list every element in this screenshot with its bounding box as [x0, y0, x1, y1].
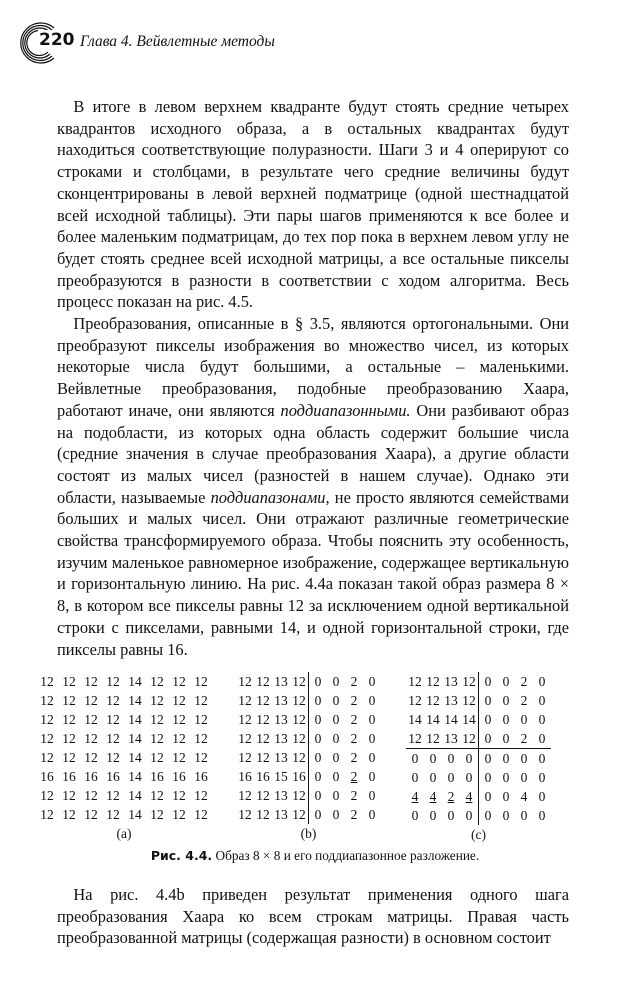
matrix-cell: 2 [350, 807, 358, 822]
matrix-cell: 4 [460, 787, 479, 806]
matrix-cell: 0 [484, 808, 492, 823]
matrix-cell: 0 [332, 750, 340, 765]
matrix-row [236, 748, 381, 767]
matrix-cell: 0 [314, 807, 322, 822]
matrix-cell: 12 [62, 788, 76, 803]
matrix-cell: 13 [274, 788, 288, 803]
matrix-cell: 0 [368, 693, 376, 708]
matrix-cell: 0 [484, 770, 492, 785]
matrix-cell: 12 [40, 750, 54, 765]
matrix-cell: 12 [194, 750, 208, 765]
matrix-cell: 12 [290, 729, 309, 748]
matrix-cell: 12 [290, 748, 309, 767]
matrix-cell: 12 [106, 712, 120, 727]
matrix-cell: 0 [411, 770, 419, 785]
matrix-cell: 12 [172, 712, 186, 727]
matrix-cell: 16 [40, 769, 54, 784]
matrix-cell: 12 [172, 693, 186, 708]
matrix-cell: 2 [447, 789, 455, 804]
matrix-cell: 0 [332, 807, 340, 822]
matrix-cell: 12 [150, 731, 164, 746]
matrix-cell: 0 [314, 769, 322, 784]
matrix-row [236, 767, 381, 786]
page-number: 220 [39, 30, 75, 50]
matrix-cell: 0 [460, 768, 479, 787]
matrix-cell: 14 [444, 712, 458, 727]
matrix-row [236, 786, 381, 805]
matrix-cell: 12 [40, 693, 54, 708]
matrix-cell: 12 [290, 710, 309, 729]
matrix-cell: 0 [314, 674, 322, 689]
matrix-cell: 0 [520, 808, 528, 823]
matrix-cell: 2 [350, 788, 358, 803]
matrix-cell: 12 [194, 693, 208, 708]
matrix-cell: 13 [274, 807, 288, 822]
matrix-cell: 0 [314, 693, 322, 708]
matrix-cell: 2 [350, 731, 358, 746]
matrix-cell: 0 [368, 769, 376, 784]
matrix-cell: 14 [128, 693, 142, 708]
matrix-cell: 12 [238, 788, 252, 803]
matrix-c-label: (c) [471, 827, 486, 842]
running-title: Глава 4. Вейвлетные методы [80, 33, 275, 50]
matrix-row [36, 748, 212, 767]
matrix-cell: 12 [106, 731, 120, 746]
matrix-cell: 0 [314, 750, 322, 765]
matrix-cell: 12 [62, 712, 76, 727]
matrix-cell: 0 [538, 770, 546, 785]
matrix-cell: 0 [447, 808, 455, 823]
matrix-cell: 0 [538, 712, 546, 727]
paragraph-2-text-b: Они разбивают образ на подобласти, из которых одна область содержит большие числа (средние значения в случае преобразования Хаара), а другие области состоят из малых чисел (разностей в нашем случае). Однако эти области, называемые [57, 400, 569, 507]
matrix-row [36, 767, 212, 786]
matrix-cell: 2 [520, 674, 528, 689]
matrix-cell: 12 [238, 750, 252, 765]
matrix-cell: 12 [290, 786, 309, 805]
matrix-cell: 14 [128, 674, 142, 689]
matrix-cell: 12 [150, 712, 164, 727]
matrix-cell: 12 [424, 729, 442, 749]
matrix-row [406, 806, 551, 825]
matrix-cell: 14 [426, 712, 440, 727]
matrix-cell: 12 [40, 712, 54, 727]
matrix-cell: 12 [84, 750, 98, 765]
matrix-cell: 12 [40, 674, 54, 689]
matrix-cell: 0 [314, 712, 322, 727]
matrix-cell: 4 [411, 789, 419, 804]
matrix-cell: 12 [256, 788, 270, 803]
matrix-cell: 0 [411, 751, 419, 766]
matrix-cell: 16 [172, 769, 186, 784]
matrix-cell: 14 [460, 710, 479, 729]
matrix-cell: 0 [368, 731, 376, 746]
matrix-c [406, 672, 551, 843]
matrix-cell: 12 [40, 788, 54, 803]
matrix-cell: 13 [274, 693, 288, 708]
matrix-cell: 12 [256, 750, 270, 765]
matrix-cell: 14 [128, 769, 142, 784]
matrix-cell: 12 [290, 691, 309, 710]
matrix-cell: 12 [194, 731, 208, 746]
matrix-cell: 12 [194, 712, 208, 727]
matrix-row [406, 749, 551, 769]
matrix-cell: 12 [172, 674, 186, 689]
matrix-cell: 0 [314, 788, 322, 803]
matrix-cell: 16 [106, 769, 120, 784]
matrix-cell: 13 [274, 712, 288, 727]
matrix-cell: 0 [538, 808, 546, 823]
matrix-row [36, 729, 212, 748]
matrix-cell: 0 [332, 769, 340, 784]
matrix-row [406, 691, 551, 710]
matrix-cell: 12 [238, 674, 252, 689]
matrix-cell: 2 [350, 693, 358, 708]
matrix-cell: 12 [106, 750, 120, 765]
matrix-row [236, 672, 381, 691]
matrix-cell: 12 [150, 807, 164, 822]
matrix-cell: 12 [106, 693, 120, 708]
matrix-cell: 12 [172, 807, 186, 822]
matrix-cell: 0 [411, 808, 419, 823]
matrix-cell: 16 [290, 767, 309, 786]
figure-caption [0, 848, 630, 864]
page-header [14, 20, 614, 66]
matrix-cell: 0 [533, 729, 551, 749]
tail-paragraph [57, 884, 569, 949]
matrix-row [406, 710, 551, 729]
matrix-cell: 0 [332, 674, 340, 689]
paragraph-2-text-a: Преобразования, описанные в § 3.5, являются ортогональными. Они преобразуют пикселы изображения во множество чисел, из которых некоторые числа будут большими, а остальные – маленькими. Вейвлетные преобразования, подобные преобразованию Хаара, работают иначе, они являются [57, 314, 569, 420]
matrix-cell: 0 [538, 751, 546, 766]
matrix-cell: 12 [106, 807, 120, 822]
matrix-cell: 14 [128, 731, 142, 746]
matrix-cell: 12 [84, 693, 98, 708]
matrix-row [406, 768, 551, 787]
matrix-row [406, 729, 551, 749]
matrix-cell: 13 [442, 729, 460, 749]
matrix-cell: 13 [444, 674, 458, 689]
figure-matrices [36, 672, 596, 842]
term-subband: поддиапазонными. [280, 400, 411, 420]
term-subbands: поддиапазонами, [210, 487, 330, 507]
matrix-row [406, 787, 551, 806]
matrix-cell: 0 [332, 731, 340, 746]
matrix-cell: 12 [40, 731, 54, 746]
matrix-cell: 12 [238, 731, 252, 746]
matrix-cell: 2 [350, 712, 358, 727]
matrix-cell: 14 [408, 712, 422, 727]
matrix-cell: 0 [484, 789, 492, 804]
matrix-cell: 12 [62, 674, 76, 689]
matrix-cell: 0 [460, 806, 479, 825]
matrix-row [36, 786, 212, 805]
matrix-cell: 0 [460, 749, 479, 769]
matrix-cell: 15 [274, 769, 288, 784]
matrix-cell: 0 [368, 788, 376, 803]
matrix-cell: 12 [194, 807, 208, 822]
matrix-cell: 12 [84, 731, 98, 746]
matrix-row [406, 672, 551, 691]
matrix-cell: 12 [194, 788, 208, 803]
matrix-cell: 0 [484, 693, 492, 708]
matrix-cell: 0 [502, 808, 510, 823]
matrix-cell: 12 [150, 674, 164, 689]
matrix-cell: 12 [290, 805, 309, 824]
matrix-cell: 0 [484, 751, 492, 766]
paragraph-1 [57, 96, 569, 313]
matrix-cell: 16 [150, 769, 164, 784]
matrix-row [36, 710, 212, 729]
matrix-cell: 12 [238, 693, 252, 708]
matrix-cell: 0 [502, 674, 510, 689]
tail-paragraph-text: На рис. 4.4b приведен результат применения одного шага преобразования Хаара ко всем строкам матрицы. Правая часть преобразованной матрицы (содержащая разности) в основном состоит [57, 885, 569, 948]
caption-text: Образ 8 × 8 и его поддиапазонное разложение. [215, 848, 480, 863]
paragraph-1-text: В итоге в левом верхнем квадранте будут стоять средние четырех квадрантов исходного образа, а в остальных квадрантах будут находиться соответствующие полуразности. Шаги 3 и 4 оперируют со строками и столбцами, в результате чего средние величины будут сконцентрированы в левой верхней подматрице (одной шестнадцатой всей исходной таблицы). Эти пары шагов применяются к все более и более маленьким подматрицам, до тех пор пока в верхнем левом углу не будет стоять среднее всей исходной матрицы, а все остальные пикселы преобразуются в разности в соответствии с ходом алгоритма. Весь процесс показан на рис. 4.5. [57, 97, 569, 312]
matrix-cell: 0 [447, 751, 455, 766]
matrix-cell: 12 [84, 807, 98, 822]
matrix-cell: 12 [62, 750, 76, 765]
matrix-cell: 16 [238, 769, 252, 784]
matrix-cell: 0 [429, 770, 437, 785]
matrix-cell: 12 [172, 750, 186, 765]
matrix-cell: 12 [406, 729, 424, 749]
matrix-cell: 0 [538, 674, 546, 689]
matrix-cell: 14 [128, 807, 142, 822]
matrix-cell: 13 [274, 674, 288, 689]
matrix-cell: 12 [106, 674, 120, 689]
matrix-cell: 2 [350, 769, 358, 784]
matrix-row [36, 672, 212, 691]
matrix-cell: 0 [520, 712, 528, 727]
matrix-cell: 0 [314, 731, 322, 746]
matrix-cell: 12 [172, 788, 186, 803]
matrix-cell: 0 [502, 789, 510, 804]
matrix-cell: 4 [429, 789, 437, 804]
matrix-cell: 0 [429, 751, 437, 766]
matrix-cell: 12 [256, 693, 270, 708]
matrix-cell: 16 [256, 769, 270, 784]
matrix-cell: 13 [274, 731, 288, 746]
matrix-cell: 2 [350, 750, 358, 765]
matrix-cell: 16 [194, 769, 208, 784]
matrix-cell: 12 [62, 807, 76, 822]
matrix-cell: 0 [497, 729, 515, 749]
matrix-cell: 0 [484, 712, 492, 727]
matrix-cell: 2 [520, 693, 528, 708]
matrix-cell: 0 [520, 770, 528, 785]
matrix-cell: 12 [256, 712, 270, 727]
paragraph-2 [57, 313, 569, 660]
matrix-cell: 12 [172, 731, 186, 746]
matrix-cell: 12 [460, 691, 479, 710]
matrix-cell: 12 [150, 750, 164, 765]
matrix-cell: 14 [128, 750, 142, 765]
matrix-cell: 13 [444, 693, 458, 708]
matrix-row [236, 710, 381, 729]
matrix-row [236, 691, 381, 710]
matrix-cell: 12 [62, 693, 76, 708]
matrix-cell: 0 [520, 751, 528, 766]
matrix-cell: 12 [84, 674, 98, 689]
matrix-cell: 12 [150, 693, 164, 708]
matrix-cell: 16 [62, 769, 76, 784]
paragraph-2-text-c: не просто являются семействами больших и малых чисел. Они отражают различные геометрические свойства трансформируемого образа. Чтобы пояснить эту особенность, изучим маленькое равномерное изображение, содержащее вертикальную и горизонтальную линию. На рис. 4.4a показан такой образ размера 8 × 8, в котором все пикселы равны 12 за исключением одной вертикальной строки с пикселами, равными 14, и одной горизонтальной строки, где пикселы равны 16. [57, 487, 569, 659]
matrix-cell: 12 [84, 712, 98, 727]
matrix-cell: 12 [426, 674, 440, 689]
matrix-cell: 12 [40, 807, 54, 822]
matrix-cell: 0 [368, 750, 376, 765]
matrix-cell: 0 [502, 770, 510, 785]
matrix-row [236, 729, 381, 748]
matrix-cell: 0 [447, 770, 455, 785]
matrix-cell: 0 [368, 674, 376, 689]
matrix-cell: 0 [538, 789, 546, 804]
matrix-cell: 14 [128, 788, 142, 803]
matrix-cell: 0 [502, 693, 510, 708]
matrix-cell: 12 [84, 788, 98, 803]
caption-label: Рис. 4.4. [150, 848, 213, 863]
matrix-cell: 12 [408, 674, 422, 689]
matrix-b [236, 672, 381, 842]
matrix-cell: 12 [460, 672, 479, 691]
matrix-cell: 0 [429, 808, 437, 823]
main-text [57, 96, 569, 660]
matrix-b-label: (b) [300, 826, 317, 841]
matrix-cell: 12 [106, 788, 120, 803]
matrix-cell: 14 [128, 712, 142, 727]
matrix-a-label: (a) [116, 826, 132, 841]
matrix-cell: 0 [332, 693, 340, 708]
matrix-cell: 0 [368, 712, 376, 727]
matrix-cell: 12 [62, 731, 76, 746]
matrix-cell: 0 [479, 729, 498, 749]
matrix-row [36, 805, 212, 824]
matrix-cell: 2 [350, 674, 358, 689]
matrix-cell: 0 [332, 712, 340, 727]
matrix-cell: 13 [274, 750, 288, 765]
matrix-cell: 12 [290, 672, 309, 691]
matrix-row [36, 691, 212, 710]
matrix-cell: 0 [484, 674, 492, 689]
matrix-cell: 12 [256, 674, 270, 689]
matrix-cell: 4 [520, 789, 528, 804]
matrix-cell: 12 [150, 788, 164, 803]
matrix-cell: 0 [502, 712, 510, 727]
matrix-cell: 12 [238, 807, 252, 822]
matrix-cell: 0 [502, 751, 510, 766]
matrix-cell: 2 [515, 729, 533, 749]
matrix-cell: 12 [426, 693, 440, 708]
matrix-cell: 12 [408, 693, 422, 708]
matrix-cell: 16 [84, 769, 98, 784]
matrix-cell: 0 [368, 807, 376, 822]
matrix-cell: 12 [256, 731, 270, 746]
matrix-cell: 12 [238, 712, 252, 727]
matrix-cell: 12 [194, 674, 208, 689]
matrix-a [36, 672, 212, 842]
matrix-row [236, 805, 381, 824]
matrix-cell: 0 [538, 693, 546, 708]
matrix-cell: 12 [460, 729, 479, 749]
matrix-cell: 12 [256, 807, 270, 822]
matrix-cell: 0 [332, 788, 340, 803]
